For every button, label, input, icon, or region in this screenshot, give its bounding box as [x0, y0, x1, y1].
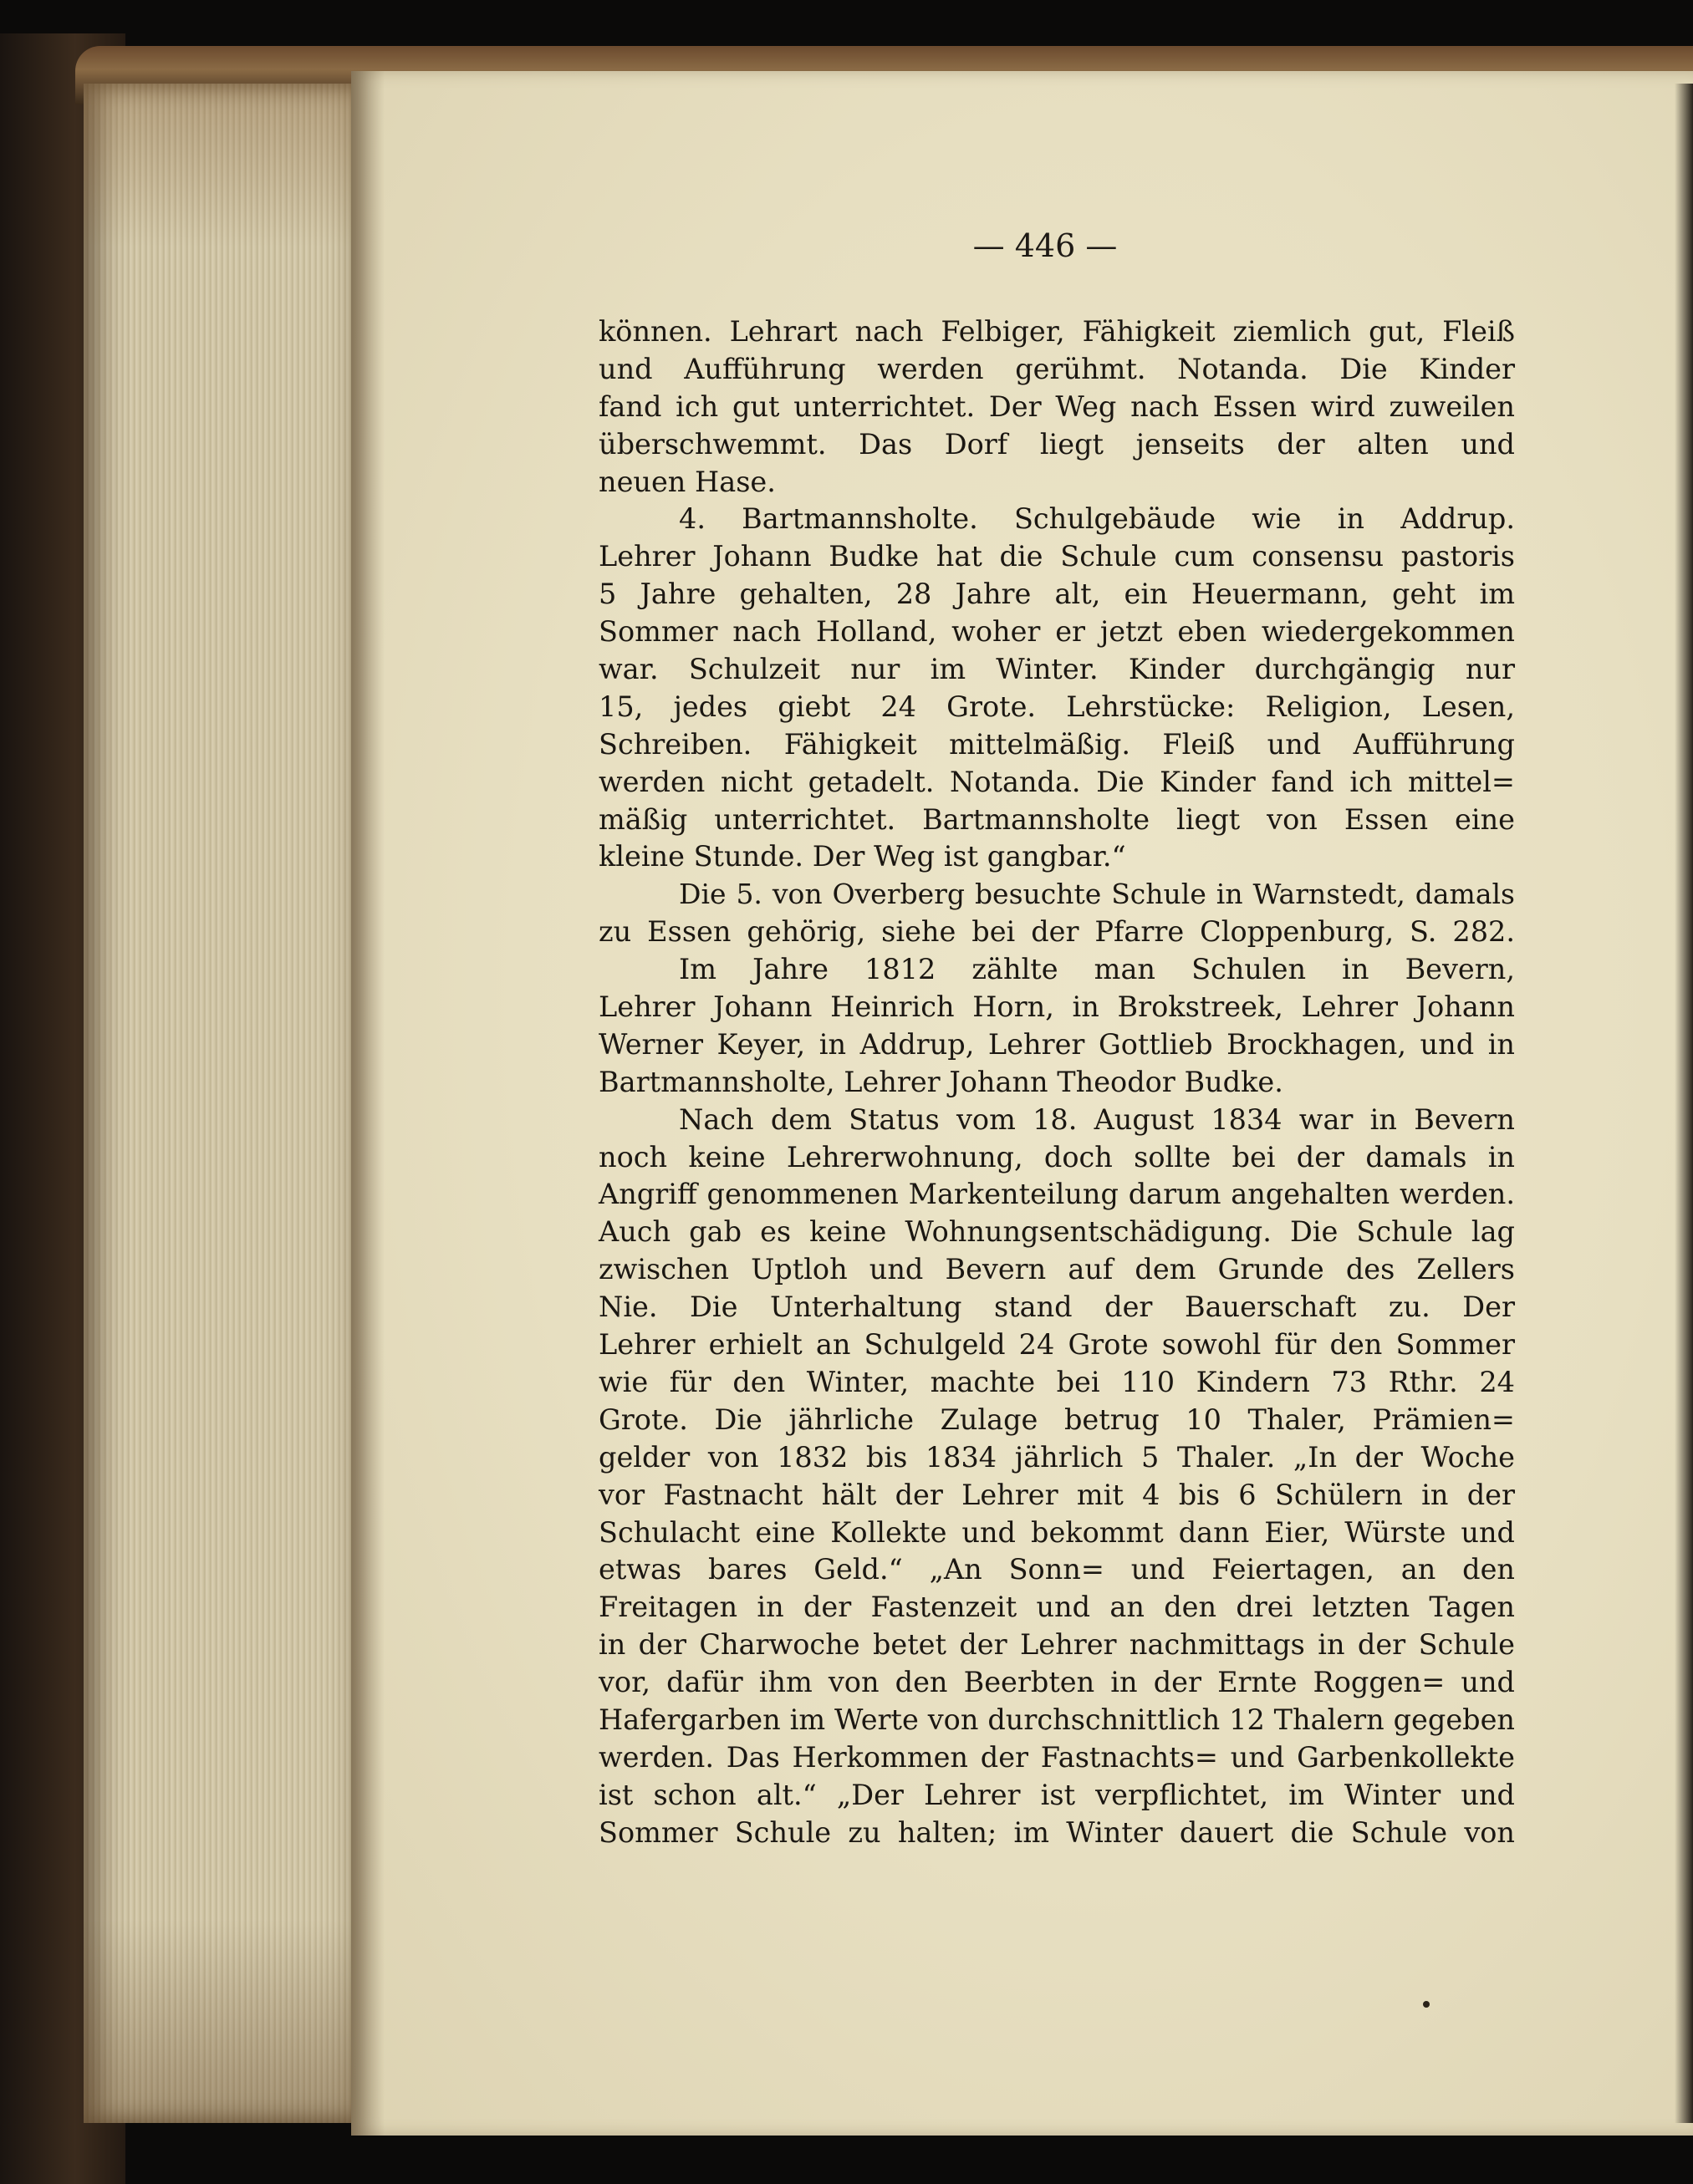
- text-line: in der Charwoche betet der Lehrer nachmittags in der Schule: [599, 1628, 1515, 1662]
- body-text: [599, 313, 1515, 1852]
- text-line: und Aufführung werden gerühmt. Notanda. Die Kinder: [599, 352, 1515, 385]
- text-line: überschwemmt. Das Dorf liegt jenseits der alten und: [599, 427, 1515, 461]
- text-line: Die 5. von Overberg besuchte Schule in Warnstedt, damals: [679, 878, 1515, 911]
- text-line: Sommer nach Holland, woher er jetzt eben wiedergekommen: [599, 615, 1515, 649]
- text-line: mäßig unterrichtet. Bartmannsholte liegt von Essen eine: [599, 802, 1515, 836]
- page-stack-edges: [84, 84, 360, 2123]
- text-line: zu Essen gehörig, siehe bei der Pfarre Cloppenburg, S. 282.: [599, 915, 1515, 949]
- text-line: war. Schulzeit nur im Winter. Kinder durchgängig nur: [599, 653, 1515, 686]
- text-line: Werner Keyer, in Addrup, Lehrer Gottlieb Brockhagen, und in: [599, 1027, 1515, 1061]
- text-line: Lehrer Johann Heinrich Horn, in Brokstreek, Lehrer Johann: [599, 990, 1515, 1024]
- text-line: Im Jahre 1812 zählte man Schulen in Bevern,: [679, 953, 1515, 986]
- text-line: zwischen Uptloh und Bevern auf dem Grunde des Zellers: [599, 1253, 1515, 1286]
- text-line: fand ich gut unterrichtet. Der Weg nach Essen wird zuweilen: [599, 389, 1515, 423]
- text-line: 4. Bartmannsholte. Schulgebäude wie in Addrup.: [679, 502, 1515, 536]
- gutter-shadow: [351, 71, 385, 2136]
- text-line: Sommer Schule zu halten; im Winter dauert die Schule von: [599, 1815, 1515, 1849]
- text-line: Schreiben. Fähigkeit mittelmäßig. Fleiß und Aufführung: [599, 727, 1515, 761]
- text-line: 5 Jahre gehalten, 28 Jahre alt, ein Heuermann, geht im: [599, 578, 1515, 611]
- page-number: — 446 —: [972, 227, 1118, 264]
- text-line: Lehrer Johann Budke hat die Schule cum consensu pastoris: [599, 540, 1515, 573]
- text-line: etwas bares Geld.“ „An Sonn= und Feiertagen, an den: [599, 1553, 1515, 1586]
- text-line: können. Lehrart nach Felbiger, Fähigkeit ziemlich gut, Fleiß: [599, 315, 1515, 348]
- text-line: kleine Stunde. Der Weg ist gangbar.“: [599, 840, 1126, 873]
- text-line: wie für den Winter, machte bei 110 Kindern 73 Rthr. 24: [599, 1365, 1515, 1398]
- text-line: werden nicht getadelt. Notanda. Die Kinder fand ich mittel=: [599, 765, 1515, 798]
- text-line: Lehrer erhielt an Schulgeld 24 Grote sowohl für den Sommer: [599, 1328, 1515, 1362]
- text-line: Angriff genommenen Markenteilung darum angehalten werden.: [599, 1178, 1515, 1211]
- ink-speck: [1423, 2001, 1430, 2008]
- text-line: noch keine Lehrerwohnung, doch sollte bei der damals in: [599, 1140, 1515, 1173]
- text-line: Hafergarben im Werte von durchschnittlich 12 Thalern gegeben: [599, 1703, 1515, 1736]
- text-line: vor Fastnacht hält der Lehrer mit 4 bis 6 Schülern in der: [599, 1478, 1515, 1511]
- text-line: Bartmannsholte, Lehrer Johann Theodor Budke.: [599, 1065, 1283, 1098]
- text-line: vor, dafür ihm von den Beerbten in der Ernte Roggen= und: [599, 1666, 1515, 1699]
- text-line: Grote. Die jährliche Zulage betrug 10 Thaler, Prämien=: [599, 1403, 1515, 1436]
- text-line: gelder von 1832 bis 1834 jährlich 5 Thaler. „In der Woche: [599, 1440, 1515, 1474]
- text-line: Schulacht eine Kollekte und bekommt dann Eier, Würste und: [599, 1515, 1515, 1549]
- text-line: Nie. Die Unterhaltung stand der Bauerschaft zu. Der: [599, 1291, 1515, 1324]
- text-line: werden. Das Herkommen der Fastnachts= und Garbenkollekte: [599, 1740, 1515, 1774]
- text-line: 15, jedes giebt 24 Grote. Lehrstücke: Religion, Lesen,: [599, 690, 1515, 723]
- text-line: Auch gab es keine Wohnungsentschädigung. Die Schule lag: [599, 1215, 1515, 1249]
- right-edge-shadow: [1675, 84, 1693, 2123]
- text-line: ist schon alt.“ „Der Lehrer ist verpflichtet, im Winter und: [599, 1778, 1515, 1811]
- text-line: Nach dem Status vom 18. August 1834 war in Bevern: [679, 1102, 1515, 1136]
- text-line: neuen Hase.: [599, 465, 776, 498]
- text-line: Freitagen in der Fastenzeit und an den drei letzten Tagen: [599, 1591, 1515, 1624]
